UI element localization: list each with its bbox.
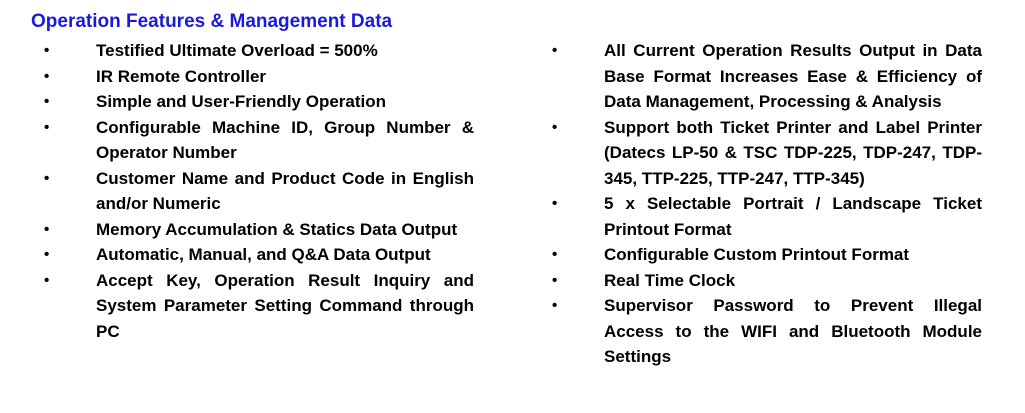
feature-item xyxy=(44,242,474,268)
feature-text: Configurable Machine ID, Group Number & Operator Number xyxy=(96,117,474,162)
feature-text: Simple and User-Friendly Operation xyxy=(96,92,387,111)
feature-item xyxy=(552,293,982,370)
feature-item xyxy=(44,38,474,64)
section-heading: Operation Features & Management Data xyxy=(31,11,393,32)
feature-text: 5 x Selectable Portrait / Landscape Ticket Printout Format xyxy=(604,194,982,239)
bullet-icon: • xyxy=(552,118,558,136)
feature-item xyxy=(552,242,982,268)
feature-text: Automatic, Manual, and Q&A Data Output xyxy=(96,245,431,264)
feature-item xyxy=(552,115,982,192)
bullet-icon: • xyxy=(44,271,50,289)
bullet-icon: • xyxy=(552,246,558,263)
bullet-icon: • xyxy=(44,67,50,85)
bullet-icon: • xyxy=(44,169,50,187)
feature-item xyxy=(44,64,474,90)
feature-text: Customer Name and Product Code in English and/or Numeric xyxy=(96,168,474,213)
feature-text: Configurable Custom Printout Format xyxy=(604,245,910,264)
feature-text: Real Time Clock xyxy=(604,270,736,290)
feature-list-left xyxy=(44,38,474,344)
feature-item xyxy=(44,115,474,166)
bullet-icon: • xyxy=(552,195,558,212)
feature-item xyxy=(552,38,982,115)
bullet-icon: • xyxy=(552,42,558,59)
feature-text: All Current Operation Results Output in Data Base Format Increases Ease & Efficiency of Data Management, Processing & Analysis xyxy=(604,41,982,111)
feature-text: IR Remote Controller xyxy=(96,66,267,86)
bullet-icon: • xyxy=(44,220,50,238)
feature-text: Supervisor Password to Prevent Illegal Access to the WIFI and Bluetooth Module Settings xyxy=(604,296,982,366)
feature-text: Accept Key, Operation Result Inquiry and System Parameter Setting Command through PC xyxy=(96,270,474,341)
bullet-icon: • xyxy=(44,42,50,59)
bullet-icon: • xyxy=(44,118,50,136)
feature-list-right xyxy=(552,38,982,370)
feature-item xyxy=(44,268,474,345)
feature-item xyxy=(44,89,474,115)
bullet-icon: • xyxy=(552,297,558,314)
bullet-icon: • xyxy=(44,93,50,110)
feature-item xyxy=(552,191,982,242)
feature-item xyxy=(44,166,474,217)
feature-item xyxy=(44,217,474,243)
feature-text: Testified Ultimate Overload = 500% xyxy=(96,41,378,60)
bullet-icon: • xyxy=(44,246,50,263)
feature-item xyxy=(552,268,982,294)
feature-text: Support both Ticket Printer and Label Printer (Datecs LP-50 & TSC TDP-225, TDP-247, TDP-345, TTP-225, TTP-247, TTP-345) xyxy=(604,117,982,188)
bullet-icon: • xyxy=(552,271,558,289)
feature-text: Memory Accumulation & Statics Data Output xyxy=(96,219,458,239)
